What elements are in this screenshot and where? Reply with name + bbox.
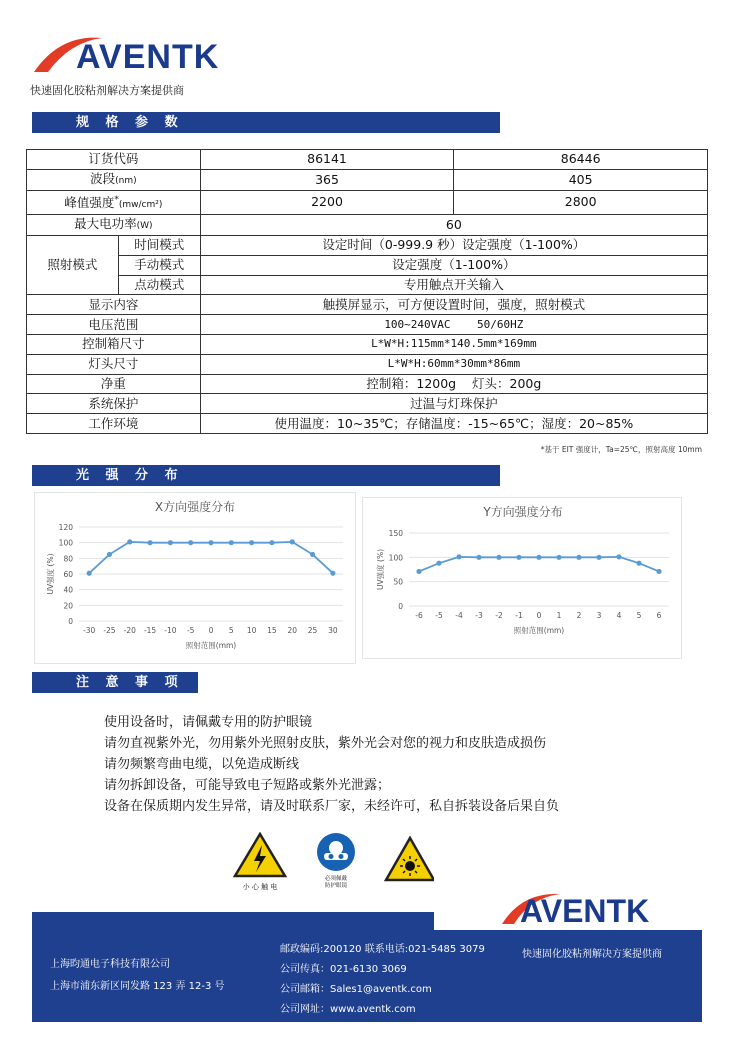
- spec-table: [26, 149, 708, 434]
- table-row: [27, 255, 708, 275]
- x-tick-label: -20: [123, 626, 136, 635]
- row-sublabel: 点动模式: [118, 275, 200, 295]
- table-row: [27, 414, 708, 434]
- data-point: [556, 555, 561, 560]
- data-point: [436, 561, 441, 566]
- chart-title: Y方向强度分布: [483, 505, 563, 519]
- chart-x: [34, 492, 356, 664]
- cell-value: 2200: [200, 190, 454, 214]
- x-tick-label: -25: [103, 626, 116, 635]
- data-point: [310, 552, 315, 557]
- table-row: [27, 394, 708, 414]
- data-point: [229, 540, 234, 545]
- table-row: [27, 214, 708, 235]
- cell-value: 100~240VAC 50/60HZ: [200, 315, 707, 335]
- y-axis-label: UV强度 (%): [46, 553, 55, 595]
- data-point: [127, 539, 132, 544]
- row-label: 峰值强度*(mw/cm²): [27, 190, 201, 214]
- footer-tagline: 快速固化胶粘剂解决方案提供商: [522, 949, 662, 960]
- x-tick-label: 2: [576, 611, 582, 620]
- y-tick-label: 100: [58, 538, 73, 548]
- row-label: 净重: [27, 374, 201, 394]
- x-tick-label: 5: [228, 626, 234, 635]
- table-row: [27, 354, 708, 374]
- x-tick-label: 0: [536, 611, 542, 620]
- table-row: [27, 334, 708, 354]
- x-tick-label: 4: [616, 611, 622, 620]
- goggles-warning: [312, 832, 360, 890]
- table-row: [27, 374, 708, 394]
- data-point: [616, 554, 621, 559]
- data-point: [87, 571, 92, 576]
- chart-x-svg: [35, 493, 355, 663]
- row-label: 电压范围: [27, 315, 201, 335]
- cell-value: 控制箱：1200g 灯头：200g: [200, 374, 707, 394]
- cell-value: L*W*H:60mm*30mm*86mm: [200, 354, 707, 374]
- x-axis-label: 照射范围(mm): [513, 626, 565, 635]
- y-tick-label: 40: [63, 585, 73, 595]
- row-sublabel: 手动模式: [118, 255, 200, 275]
- list-item: 请勿频繁弯曲电缆，以免造成断线: [104, 757, 300, 772]
- row-label: 控制箱尺寸: [27, 334, 201, 354]
- x-tick-label: 1: [556, 611, 562, 620]
- x-tick-label: 20: [287, 626, 298, 635]
- row-label: 显示内容: [27, 295, 201, 315]
- goggles-warning-label: 必须佩戴 防护眼镜: [324, 876, 347, 889]
- x-tick-label: 0: [208, 626, 214, 635]
- row-label: 工作环境: [27, 414, 201, 434]
- data-point: [476, 555, 481, 560]
- cell-value: 86446: [454, 150, 708, 170]
- cell-value: 设定强度（1-100%）: [200, 255, 707, 275]
- x-tick-label: -2: [495, 611, 503, 620]
- table-row: [27, 190, 708, 214]
- x-tick-label: 5: [636, 611, 642, 620]
- y-tick-label: 50: [393, 577, 403, 587]
- row-label: 订货代码: [27, 150, 201, 170]
- row-label: 最大电功率(W): [27, 214, 201, 235]
- section-header-notice: 注 意 事 项: [32, 672, 198, 693]
- data-point: [636, 561, 641, 566]
- section-header-spec: 规 格 参 数: [32, 112, 500, 133]
- x-tick-label: -4: [455, 611, 463, 620]
- row-label: 灯头尺寸: [27, 354, 201, 374]
- y-tick-label: 120: [58, 523, 73, 532]
- table-row: [27, 275, 708, 295]
- x-tick-label: 10: [246, 626, 257, 635]
- footer-brand: AVENTK: [520, 893, 650, 929]
- y-tick-label: 20: [63, 601, 73, 611]
- data-point: [290, 539, 295, 544]
- list-item: 请勿拆卸设备，可能导致电子短路或紫外光泄露；: [104, 778, 391, 793]
- row-label: 系统保护: [27, 394, 201, 414]
- x-tick-label: -30: [83, 626, 96, 635]
- chart-title: X方向强度分布: [154, 500, 236, 514]
- data-point: [456, 554, 461, 559]
- data-point: [269, 540, 274, 545]
- series-line: [89, 542, 333, 573]
- x-tick-label: -1: [515, 611, 523, 620]
- cell-value: 专用触点开关输入: [200, 275, 707, 295]
- x-tick-label: 30: [328, 626, 338, 635]
- table-row: [27, 315, 708, 335]
- list-item: 使用设备时，请佩戴专用的防护眼镜: [104, 715, 313, 730]
- notice-list: [104, 712, 559, 817]
- footer-postal-phone: 邮政编码:200120 联系电话:021-5485 3079: [280, 944, 485, 955]
- y-tick-label: 60: [63, 570, 73, 579]
- data-point: [656, 569, 661, 574]
- x-tick-label: -5: [186, 626, 195, 635]
- x-tick-label: 15: [267, 626, 277, 635]
- y-tick-label: 80: [63, 554, 73, 564]
- cell-value: L*W*H:115mm*140.5mm*169mm: [200, 334, 707, 354]
- footer-company: 上海昀通电子科技有限公司: [50, 959, 170, 970]
- data-point: [496, 555, 501, 560]
- x-tick-label: -3: [475, 611, 483, 620]
- list-item: 设备在保质期内发生异常，请及时联系厂家，未经许可，私自拆装设备后果自负: [104, 799, 560, 814]
- footer-fax: 公司传真：021-6130 3069: [280, 964, 407, 975]
- x-tick-label: 3: [596, 611, 602, 620]
- data-point: [107, 552, 112, 557]
- data-point: [330, 571, 335, 576]
- y-axis-label: UV强度 (%): [376, 549, 385, 590]
- row-label: 照射模式: [27, 235, 119, 294]
- x-tick-label: -6: [415, 611, 423, 620]
- data-point: [168, 540, 173, 545]
- x-tick-label: 6: [656, 611, 662, 620]
- chart-y: [362, 497, 682, 659]
- cell-value: 设定时间（0-999.9 秒）设定强度（1-100%）: [200, 235, 707, 255]
- spec-footnote: *基于 EIT 强度计，Ta=25℃，照射高度 10mm: [540, 445, 702, 454]
- data-point: [147, 540, 152, 545]
- uv-warning: [384, 836, 436, 886]
- electric-hazard-icon: [233, 832, 287, 878]
- data-point: [516, 555, 521, 560]
- data-point: [188, 540, 193, 545]
- x-tick-label: -10: [164, 626, 177, 635]
- cell-value: 触摸屏显示，可方便设置时间，强度，照射模式: [200, 295, 707, 315]
- y-tick-label: 150: [388, 529, 403, 538]
- data-point: [576, 555, 581, 560]
- cell-value: 405: [454, 169, 708, 190]
- section-header-light: 光 强 分 布: [32, 465, 500, 486]
- cell-value: 60: [200, 214, 707, 235]
- footer-address: 上海市浦东新区同发路 123 弄 12-3 号: [50, 981, 225, 992]
- y-tick-label: 0: [68, 617, 73, 626]
- list-item: 请勿直视紫外光，勿用紫外光照射皮肤，紫外光会对您的视力和皮肤造成损伤: [104, 736, 547, 751]
- goggles-required-icon: [312, 832, 360, 872]
- data-point: [536, 555, 541, 560]
- data-point: [208, 540, 213, 545]
- x-tick-label: 25: [307, 626, 318, 635]
- cell-value: 365: [200, 169, 454, 190]
- electric-warning: [233, 832, 287, 892]
- x-axis-label: 照射范围(mm): [185, 641, 237, 650]
- data-point: [249, 540, 254, 545]
- electric-warning-label: 小 心 触 电: [242, 883, 278, 891]
- cell-value: 86141: [200, 150, 454, 170]
- cell-value: 过温与灯珠保护: [200, 394, 707, 414]
- y-tick-label: 0: [398, 602, 403, 611]
- table-row: [27, 150, 708, 170]
- y-tick-label: 100: [388, 553, 403, 563]
- footer-website[interactable]: 公司网址：www.aventk.com: [280, 1004, 416, 1015]
- footer-band: [32, 912, 452, 932]
- chart-y-svg: [363, 498, 681, 658]
- cell-value: 2800: [454, 190, 708, 214]
- table-row: [27, 295, 708, 315]
- table-row: [27, 235, 708, 255]
- uv-radiation-icon: [384, 836, 436, 882]
- row-sublabel: 时间模式: [118, 235, 200, 255]
- data-point: [416, 569, 421, 574]
- footer-email[interactable]: 公司邮箱：Sales1@aventk.com: [280, 984, 432, 995]
- x-tick-label: -15: [143, 626, 157, 635]
- data-point: [596, 555, 601, 560]
- cell-value: 使用温度：10~35℃；存储温度：-15~65℃；湿度：20~85%: [200, 414, 707, 434]
- row-label: 波段(nm): [27, 169, 201, 190]
- x-tick-label: -5: [435, 611, 443, 620]
- brand-name: AVENTK: [76, 38, 220, 76]
- table-row: [27, 169, 708, 190]
- header-tagline: 快速固化胶粘剂解决方案提供商: [30, 84, 184, 97]
